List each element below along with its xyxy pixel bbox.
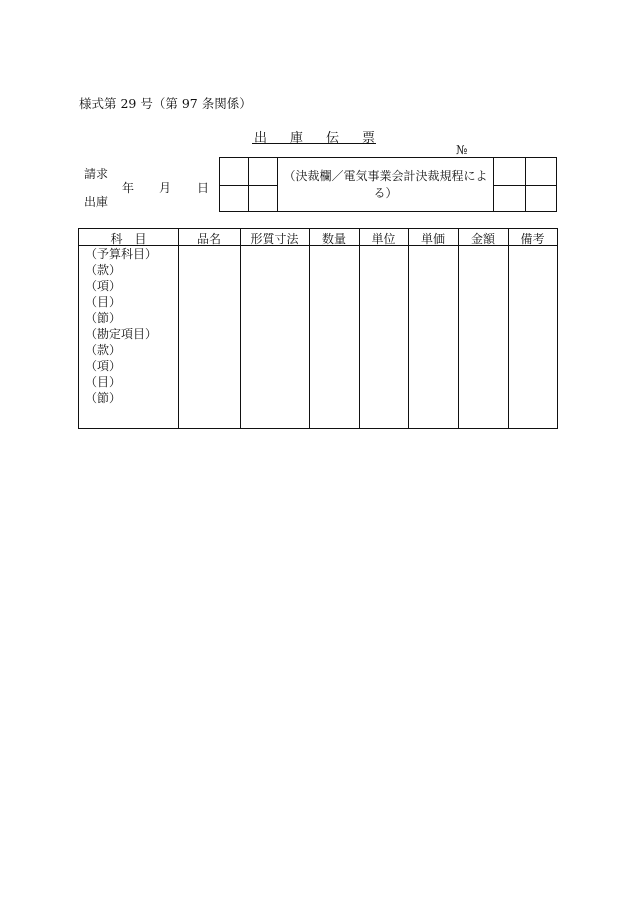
form-number: 様式第 29 号（第 97 条関係） [79, 96, 252, 111]
column-header-unit-price: 単価 [420, 232, 445, 246]
account-item: （目） [85, 295, 122, 309]
title-char: 出 [254, 131, 268, 146]
column-header-specification: 形質寸法 [250, 232, 299, 246]
column-header-remarks: 備考 [520, 232, 545, 246]
account-item: （項） [85, 279, 122, 293]
issue-label: 出庫 [84, 195, 109, 209]
account-item: （目） [85, 375, 122, 389]
title-char: 庫 [290, 131, 304, 146]
column-header-amount: 金額 [470, 232, 495, 246]
approval-note: （決裁欄／電気事業会計決裁規程による） [283, 169, 488, 200]
account-item-list [85, 246, 157, 406]
account-item: （項） [85, 359, 122, 373]
date-year-label: 年 [122, 181, 135, 195]
column-header-account: 科 目 [110, 232, 147, 246]
title-char: 票 [362, 131, 376, 146]
account-item: （款） [85, 343, 122, 357]
item-table [78, 228, 558, 429]
date-month-label: 月 [159, 181, 172, 195]
approval-grid [219, 157, 557, 212]
request-label: 請求 [84, 167, 109, 181]
account-item: （勘定項目） [85, 327, 158, 341]
column-header-item-name: 品名 [196, 232, 221, 246]
date-day-label: 日 [197, 181, 210, 195]
account-item: （予算科目） [85, 247, 158, 261]
document-title [252, 127, 376, 144]
column-header-unit: 単位 [371, 232, 396, 246]
column-header-quantity: 数量 [321, 232, 346, 246]
account-item: （款） [85, 263, 122, 277]
account-item: （節） [85, 311, 122, 325]
number-label: № [456, 143, 468, 157]
account-item: （節） [85, 391, 122, 405]
title-char: 伝 [326, 131, 340, 146]
